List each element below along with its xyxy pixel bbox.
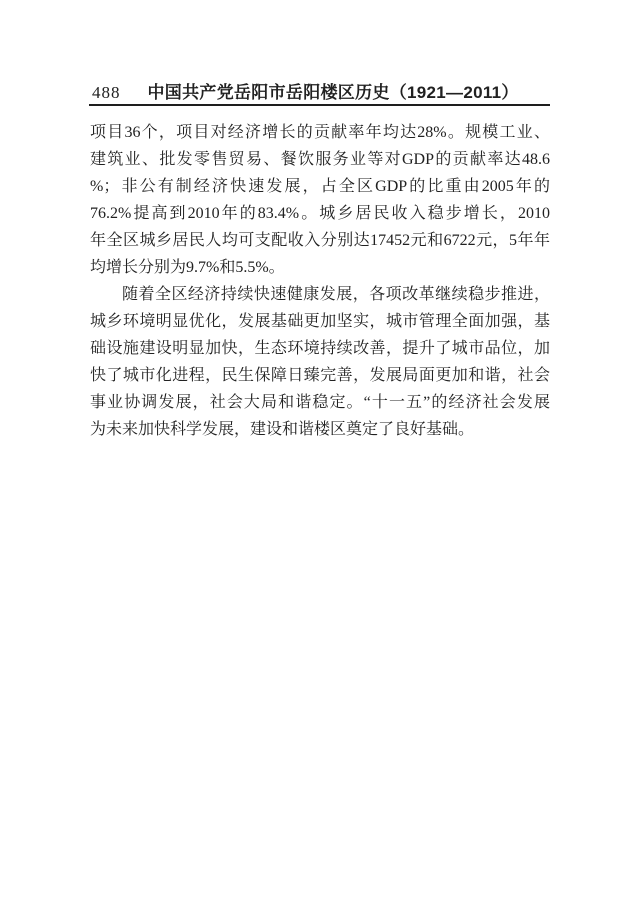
text-line: 均增长分别为9.7%和5.5%。 bbox=[90, 259, 285, 276]
paragraph-1 bbox=[90, 119, 550, 281]
text-line: 事业协调发展，社会大局和谐稳定。“十一五”的经济社会发展 bbox=[90, 394, 550, 411]
text-line: %；非公有制经济快速发展，占全区GDP的比重由2005年的 bbox=[90, 178, 550, 195]
book-title: 中国共产党岳阳市岳阳楼区历史（1921—2011） bbox=[147, 83, 519, 102]
text-line: 城乡环境明显优化，发展基础更加坚实，城市管理全面加强，基 bbox=[90, 313, 550, 330]
text-line: 项目36个，项目对经济增长的贡献率年均达28%。规模工业、 bbox=[90, 124, 550, 141]
page-number: 488 bbox=[92, 83, 121, 102]
text-line: 建筑业、批发零售贸易、餐饮服务业等对GDP的贡献率达48.6 bbox=[90, 151, 550, 168]
page-body bbox=[90, 119, 550, 443]
paragraph-2 bbox=[90, 281, 550, 443]
text-line: 随着全区经济持续快速健康发展，各项改革继续稳步推进， bbox=[122, 286, 550, 303]
header-rule-divider bbox=[89, 104, 550, 106]
text-line: 年全区城乡居民人均可支配收入分别达17452元和6722元，5年年 bbox=[90, 232, 550, 249]
text-line: 础设施建设明显加快，生态环境持续改善，提升了城市品位，加 bbox=[90, 340, 550, 357]
page-header bbox=[92, 78, 552, 103]
text-line: 快了城市化进程，民生保障日臻完善，发展局面更加和谐，社会 bbox=[90, 367, 550, 384]
text-line: 为未来加快科学发展，建设和谐楼区奠定了良好基础。 bbox=[90, 421, 475, 438]
text-line: 76.2%提高到2010年的83.4%。城乡居民收入稳步增长，2010 bbox=[90, 205, 550, 222]
